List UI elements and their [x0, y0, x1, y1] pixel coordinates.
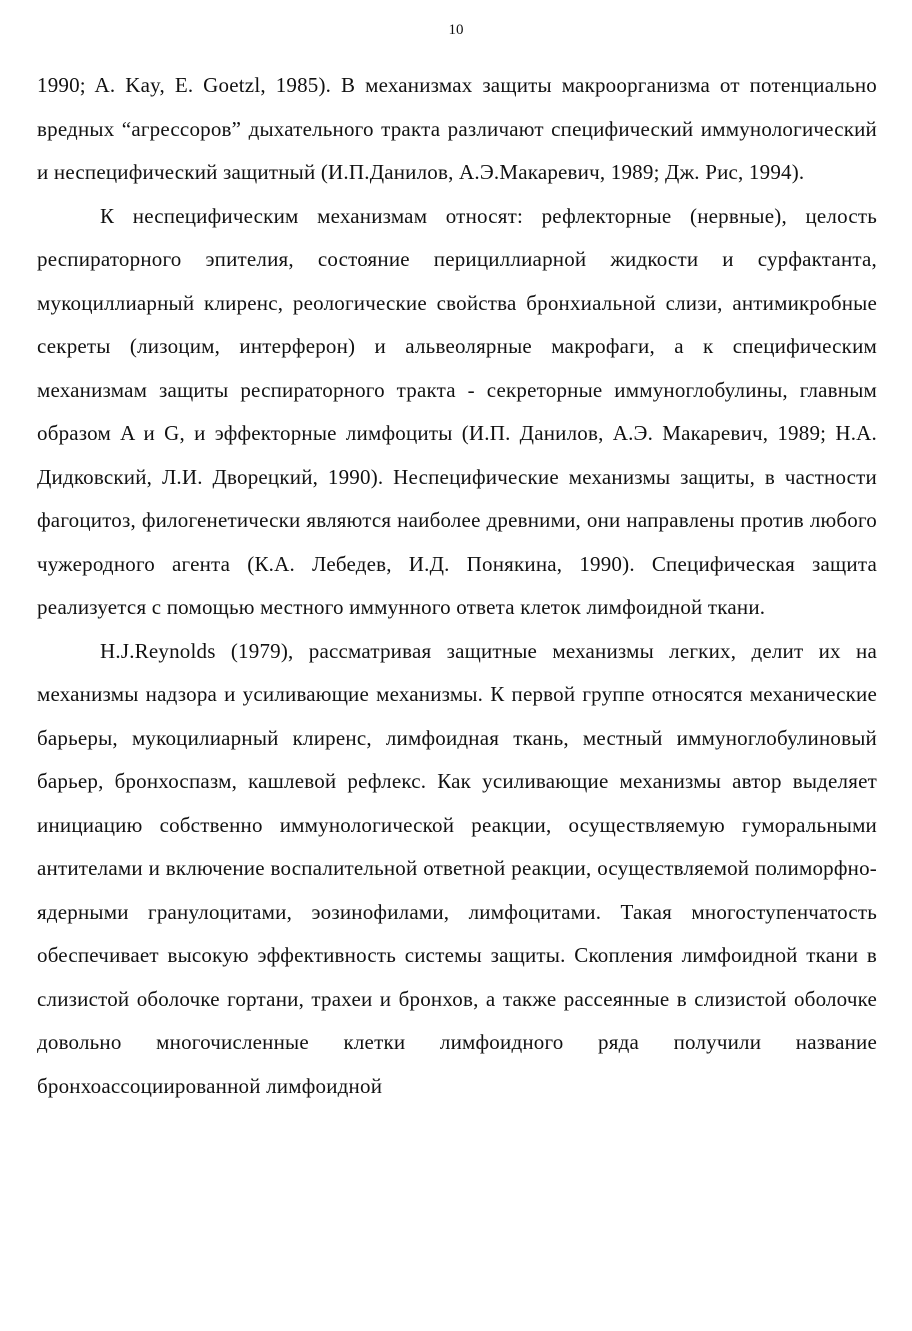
document-body — [37, 64, 877, 1108]
paragraph-nonspecific-mechanisms: К неспецифическим механизмам относят: рефлекторные (нервные), целость респираторного эпителия, состояние перициллиарной жидкости и сурфактанта, мукоциллиарный клиренс, реологические свойства бронхиальной слизи, антимикробные секреты (лизоцим, интерферон) и альвеолярные макрофаги, а к специфическим механизмам защиты респираторного тракта - секреторные иммуноглобулины, главным образом A и G, и эффекторные лимфоциты (И.П. Данилов, А.Э. Макаревич, 1989; Н.А. Дидковский, Л.И. Дворецкий, 1990). Неспецифические механизмы защиты, в частности фагоцитоз, филогенетически являются наиболее древними, они направлены против любого чужеродного агента (К.А. Лебедев, И.Д. Понякина, 1990). Специфическая защита реализуется с помощью местного иммунного ответа клеток лимфоидной ткани. — [37, 203, 877, 619]
page-number: 10 — [448, 22, 464, 38]
paragraph-continuation: 1990; A. Kay, E. Goetzl, 1985). В механизмах защиты макроорганизма от потенциально вредных “агрессоров” дыхательного тракта различают специфический иммунологический и неспецифический защитный (И.П.Данилов, А.Э.Макаревич, 1989; Дж. Рис, 1994). — [37, 73, 877, 184]
paragraph-reynolds: H.J.Reynolds (1979), рассматривая защитные механизмы легких, делит их на механизмы надзора и усиливающие механизмы. К первой группе относятся механические барьеры, мукоцилиарный клиренс, лимфоидная ткань, местный иммуноглобулиновый барьер, бронхоспазм, кашлевой рефлекс. Как усиливающие механизмы автор выделяет инициацию собственно иммунологической реакции, осуществляемую гуморальными антителами и включение воспалительной ответной реакции, осуществляемой полиморфно-ядерными гранулоцитами, эозинофилами, лимфоцитами. Такая многоступенчатость обеспечивает высокую эффективность системы защиты. Скопления лимфоидной ткани в слизистой оболочке гортани, трахеи и бронхов, а также рассеянные в слизистой оболочке довольно многочисленные клетки лимфоидного ряда получили название бронхоассоциированной лимфоидной — [37, 638, 877, 1098]
